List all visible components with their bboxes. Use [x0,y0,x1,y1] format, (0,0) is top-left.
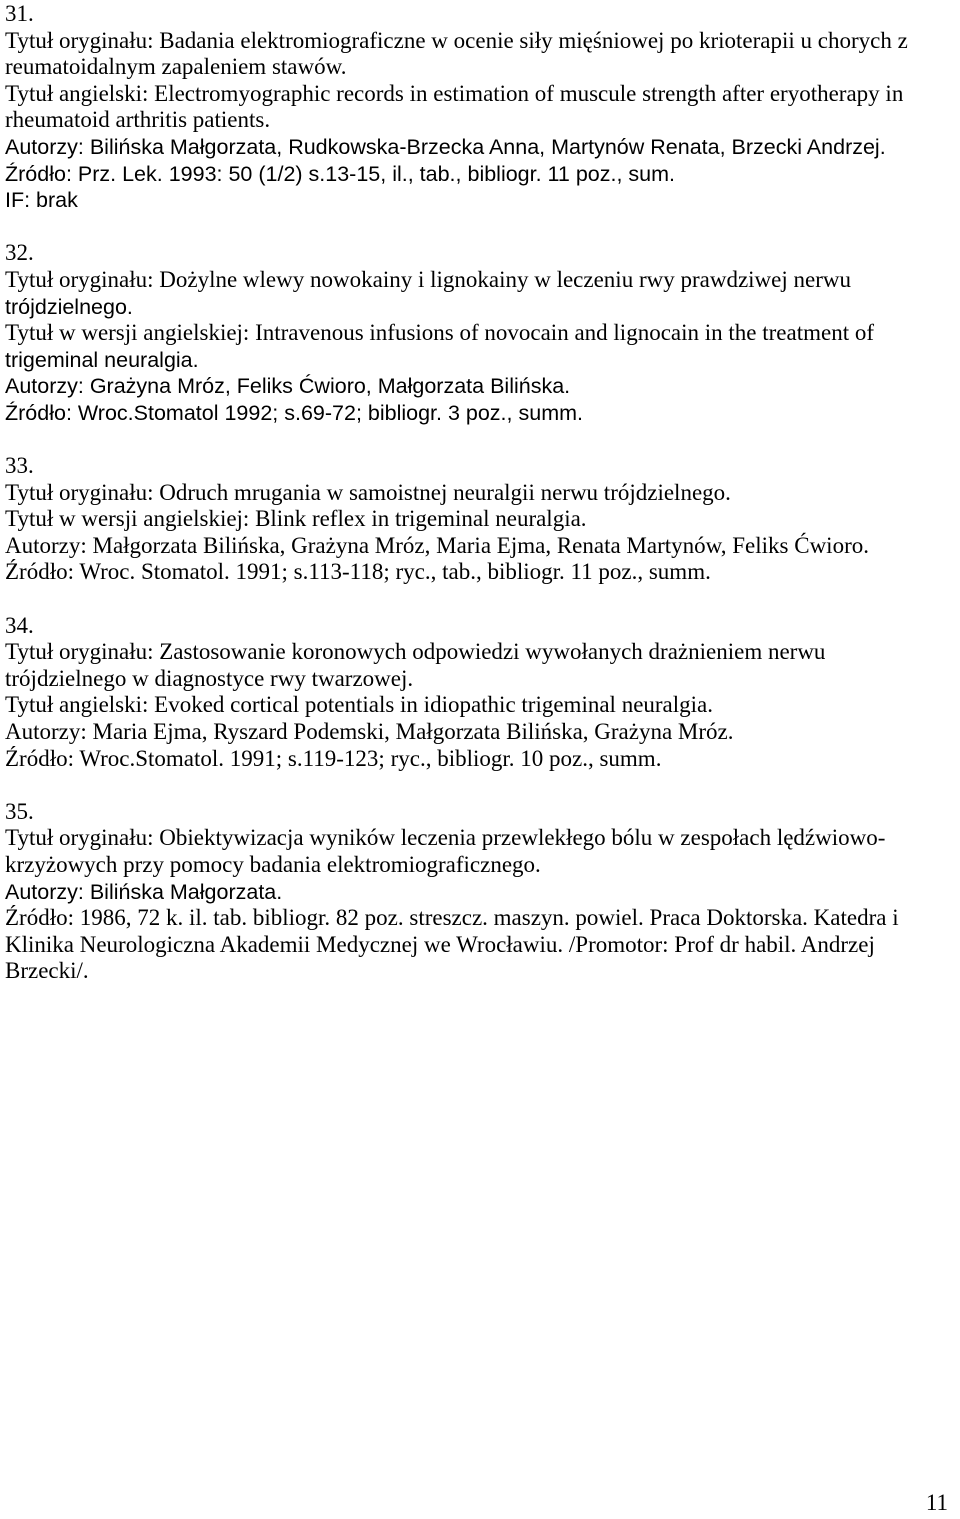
authors-line: Autorzy: Małgorzata Bilińska, Grażyna Mróz, Maria Ejma, Renata Martynów, Feliks Ćwioro. [5,532,869,558]
bibliography-entry [5,613,955,773]
title-original-line: Tytuł oryginału: Obiektywizacja wyników leczenia przewlekłego bólu w zespołach lędźwiowo- [5,825,886,851]
title-original-line: trójdzielnego w diagnostyce rwy twarzowej. [5,665,414,691]
bibliography-list [5,1,955,985]
impact-factor: IF: brak [5,188,78,213]
authors-line: Autorzy: Bilińska Małgorzata. [5,879,283,904]
title-original-line: Tytuł oryginału: Odruch mrugania w samoistnej neuralgii nerwu trójdzielnego. [5,479,731,505]
entry-number: 32. [5,240,34,266]
entry-number: 31. [5,1,34,26]
title-original-line: reumatoidalnym zapaleniem stawów. [5,54,347,80]
source-line: Źródło: Prz. Lek. 1993: 50 (1/2) s.13-15, il., tab., bibliogr. 11 poz., sum. [5,161,676,186]
bibliography-entry [5,799,955,985]
entry-number: 33. [5,453,34,479]
bibliography-entry [5,453,955,586]
bibliography-entry [5,240,955,426]
source-line: Źródło: Wroc.Stomatol 1992; s.69-72; bibliogr. 3 poz., summ. [5,400,583,425]
bibliography-entry [5,1,955,214]
entry-number: 35. [5,798,34,824]
title-english-line: Tytuł w wersji angielskiej: Blink reflex in trigeminal neuralgia. [5,506,587,532]
entry-number: 34. [5,612,34,638]
source-line: Źródło: Wroc.Stomatol. 1991; s.119-123; ryc., bibliogr. 10 poz., summ. [5,745,662,771]
title-english-line: rheumatoid arthritis patients. [5,107,271,133]
title-english-line: trigeminal neuralgia. [5,347,199,372]
title-original-line: Tytuł oryginału: Dożylne wlewy nowokainy i lignokainy w leczeniu rwy prawdziwej nerwu [5,266,851,292]
title-english-line: Tytuł angielski: Evoked cortical potentials in idiopathic trigeminal neuralgia. [5,692,714,718]
title-english-line: Tytuł w wersji angielskiej: Intravenous infusions of novocain and lignocain in the treatment of [5,320,874,346]
title-original-line: trójdzielnego. [5,294,133,319]
page-number: 11 [925,1490,948,1515]
title-original-line: Tytuł oryginału: Badania elektromiograficzne w ocenie siły mięśniowej po krioterapii u chorych z [5,27,908,53]
authors-line: Autorzy: Maria Ejma, Ryszard Podemski, Małgorzata Bilińska, Grażyna Mróz. [5,719,734,745]
source-line: Klinika Neurologiczna Akademii Medycznej we Wrocławiu. /Promotor: Prof dr habil. Andrzej [5,931,875,957]
source-line: Źródło: Wroc. Stomatol. 1991; s.113-118; ryc., tab., bibliogr. 11 poz., summ. [5,559,711,585]
source-line: Brzecki/. [5,958,89,984]
authors-line: Autorzy: Grażyna Mróz, Feliks Ćwioro, Małgorzata Bilińska. [5,374,571,399]
title-original-line: krzyżowych przy pomocy badania elektromiograficznego. [5,852,541,877]
title-original-line: Tytuł oryginału: Zastosowanie koronowych odpowiedzi wywołanych drażnieniem nerwu [5,639,826,665]
title-english-line: Tytuł angielski: Electromyographic records in estimation of muscule strength after eryotherapy in [5,80,904,106]
source-line: Źródło: 1986, 72 k. il. tab. bibliogr. 82 poz. streszcz. maszyn. powiel. Praca Doktorska. Katedra i [5,905,899,931]
authors-line: Autorzy: Bilińska Małgorzata, Rudkowska-Brzecka Anna, Martynów Renata, Brzecki Andrzej. [5,134,886,159]
